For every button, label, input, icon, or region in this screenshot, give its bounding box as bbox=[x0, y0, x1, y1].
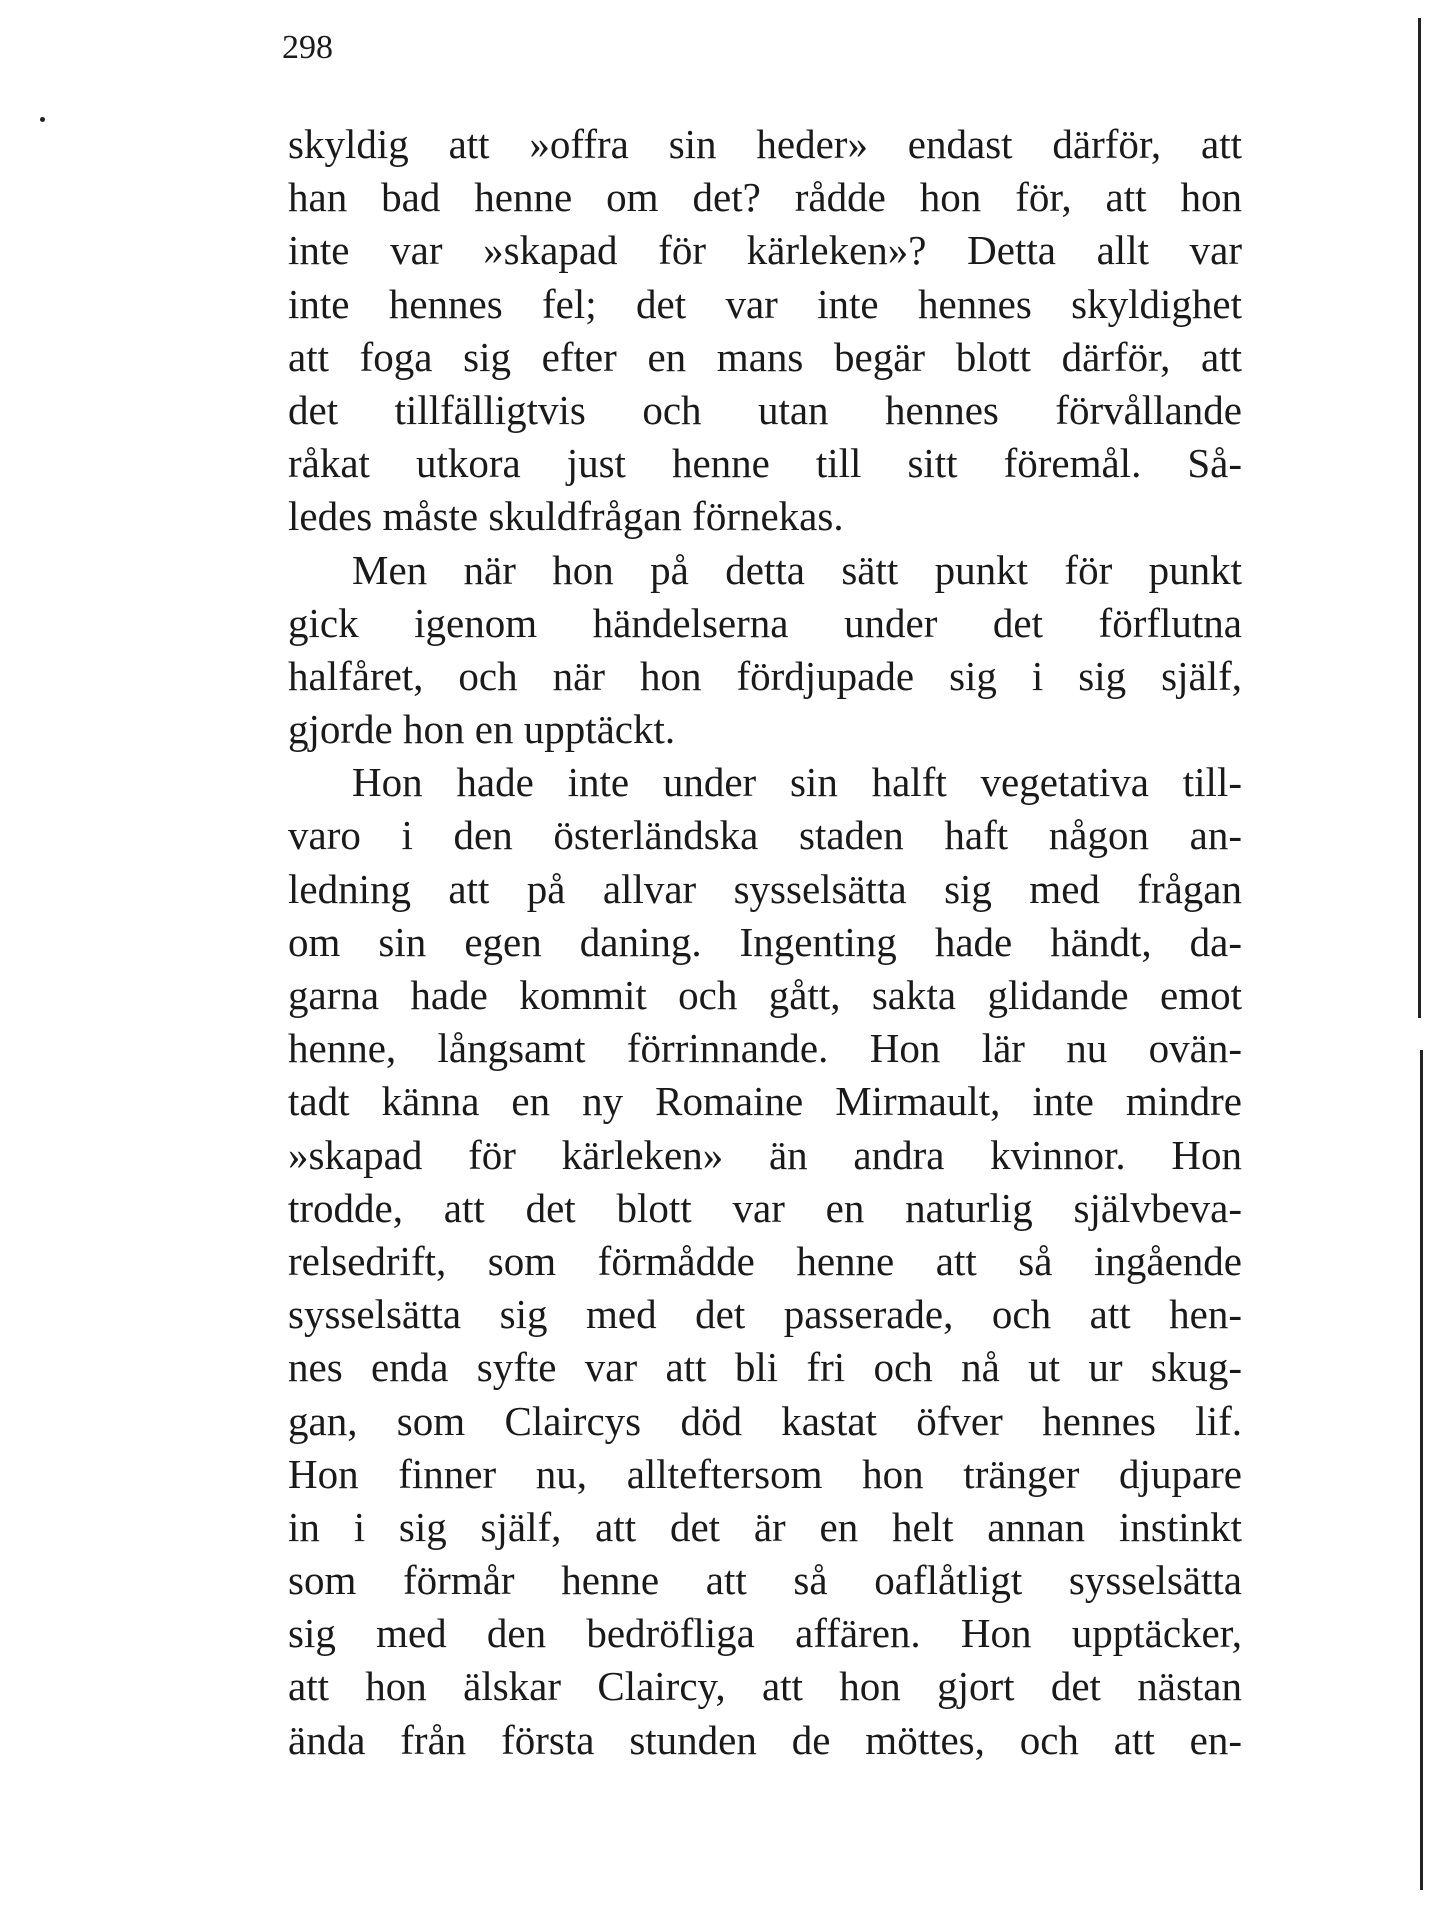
text-line: varo i den österländska staden haft någon an- bbox=[288, 812, 1242, 859]
text-line: nes enda syfte var att bli fri och nå ut ur skug- bbox=[288, 1344, 1242, 1391]
scan-speck bbox=[40, 117, 45, 122]
text-line: att hon älskar Claircy, att hon gjort det nästan bbox=[288, 1663, 1242, 1710]
text-line: tadt känna en ny Romaine Mirmault, inte mindre bbox=[288, 1078, 1242, 1125]
text-line: inte var »skapad för kärleken»? Detta allt var bbox=[288, 227, 1242, 274]
text-line: som förmår henne att så oaflåtligt sysselsätta bbox=[288, 1557, 1242, 1604]
page-edge-line bbox=[1420, 1050, 1423, 1890]
text-line: ända från första stunden de möttes, och att en- bbox=[288, 1716, 1242, 1763]
text-line: Men när hon på detta sätt punkt för punkt bbox=[352, 546, 1242, 593]
text-line: Hon hade inte under sin halft vegetativa till- bbox=[352, 759, 1242, 806]
text-line: ledes måste skuldfrågan förnekas. bbox=[288, 493, 844, 540]
text-line: det tillfälligtvis och utan hennes förvållande bbox=[288, 386, 1242, 433]
page-number: 298 bbox=[282, 29, 333, 66]
text-line: henne, långsamt förrinnande. Hon lär nu ovän- bbox=[288, 1025, 1242, 1072]
paragraph-2 bbox=[288, 544, 1242, 757]
text-line: ledning att på allvar sysselsätta sig med frågan bbox=[288, 865, 1242, 912]
body-text bbox=[288, 118, 1242, 1767]
text-line: råkat utkora just henne till sitt föremål. Så- bbox=[288, 440, 1242, 487]
text-line: inte hennes fel; det var inte hennes skyldighet bbox=[288, 280, 1242, 327]
text-line: gan, som Claircys död kastat öfver hennes lif. bbox=[288, 1397, 1242, 1444]
text-line: skyldig att »offra sin heder» endast därför, att bbox=[288, 121, 1242, 167]
text-line: att foga sig efter en mans begär blott därför, att bbox=[288, 333, 1242, 380]
paragraph-3 bbox=[288, 756, 1242, 1767]
text-line: sysselsätta sig med det passerade, och att hen- bbox=[288, 1291, 1242, 1338]
text-line: gjorde hon en upptäckt. bbox=[288, 706, 676, 753]
text-line: garna hade kommit och gått, sakta glidande emot bbox=[288, 972, 1242, 1018]
text-line: sig med den bedröfliga affären. Hon upptäcker, bbox=[288, 1610, 1242, 1657]
paragraph-1 bbox=[288, 118, 1242, 544]
text-line: gick igenom händelserna under det förflutna bbox=[288, 599, 1242, 646]
page-edge-line bbox=[1418, 18, 1421, 1018]
text-line: relsedrift, som förmådde henne att så ingående bbox=[288, 1237, 1242, 1284]
text-line: han bad henne om det? rådde hon för, att hon bbox=[288, 174, 1242, 221]
text-line: trodde, att det blott var en naturlig självbeva- bbox=[288, 1184, 1242, 1231]
text-line: Hon finner nu, allteftersom hon tränger djupare bbox=[288, 1450, 1242, 1497]
text-line: »skapad för kärleken» än andra kvinnor. Hon bbox=[288, 1131, 1242, 1178]
text-line: om sin egen daning. Ingenting hade händt, da- bbox=[288, 918, 1242, 965]
text-line: in i sig själf, att det är en helt annan instinkt bbox=[288, 1503, 1242, 1550]
text-line: halfåret, och när hon fördjupade sig i sig själf, bbox=[288, 652, 1242, 699]
